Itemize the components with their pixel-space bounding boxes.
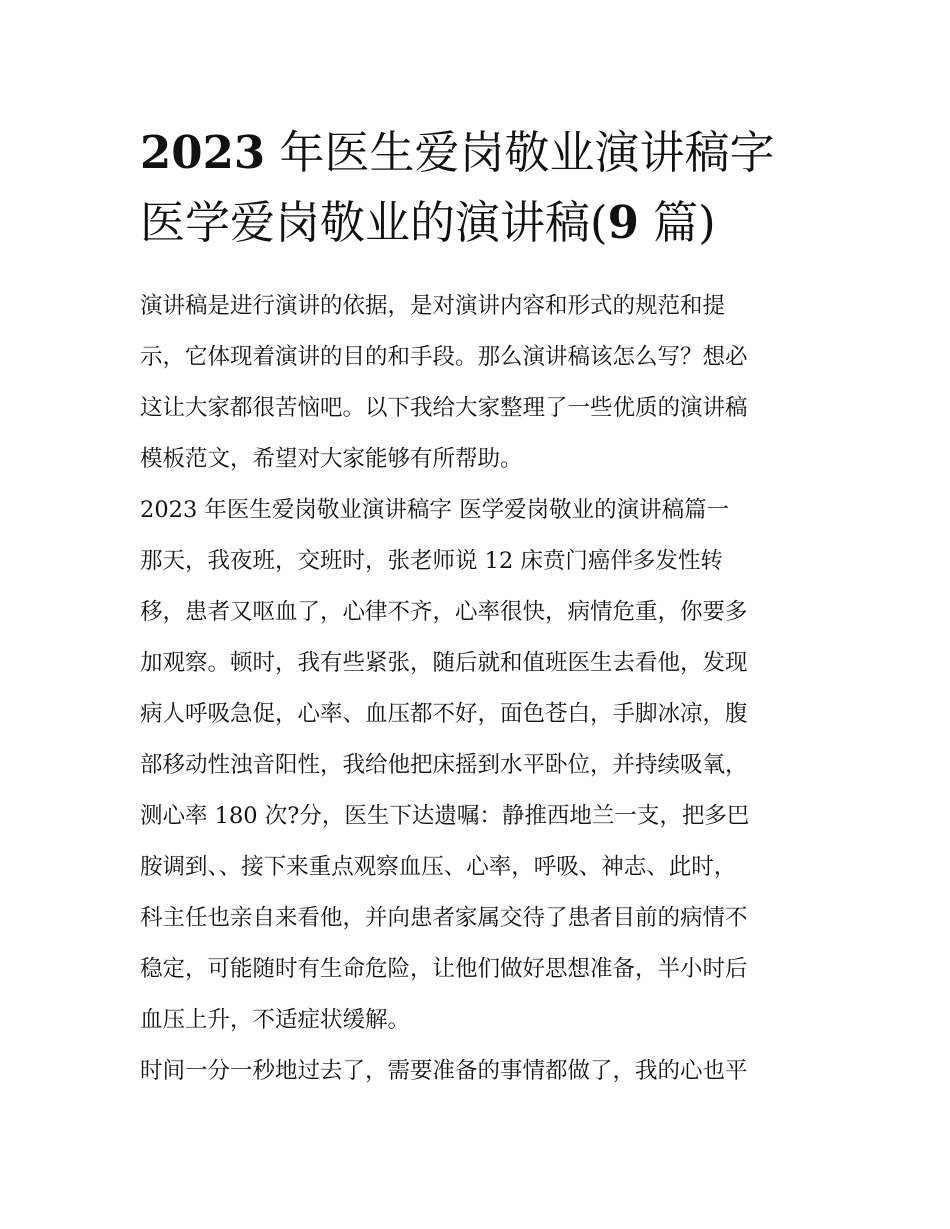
body-line-15: 血压上升，不适症状缓解。 <box>140 1007 411 1033</box>
body-line-8: 加观察。顿时，我有些紧张，随后就和值班医生去看他，发现 <box>140 650 748 676</box>
body-line-6: 那天，我夜班，交班时，张老师说 12 床贲门癌伴多发性转 <box>140 548 723 574</box>
title-line-2-start: 医学爱岗敬业的演讲稿( <box>140 196 608 249</box>
body-line-7: 移，患者又呕血了，心律不齐，心率很快，病情危重，你要多 <box>140 599 748 625</box>
title-line-2 <box>140 188 815 258</box>
section-heading: 2023 年医生爱岗敬业演讲稿字 医学爱岗敬业的演讲稿篇一 <box>140 497 730 523</box>
body-line-13: 科主任也亲自来看他，并向患者家属交待了患者目前的病情不 <box>140 905 748 931</box>
title-line-2-end: 篇) <box>638 196 716 249</box>
body-line-12: 胺调到、、接下来重点观察血压、心率，呼吸、神志、此时， <box>140 854 737 880</box>
title-line-1-text: 年医生爱岗敬业演讲稿字 <box>265 126 775 179</box>
document-content <box>140 118 815 1097</box>
body-line-4: 模板范文，希望对大家能够有所帮助。 <box>140 446 523 472</box>
body-line-9: 病人呼吸急促，心率、血压都不好，面色苍白，手脚冰凉，腹 <box>140 701 748 727</box>
document-title <box>140 118 815 258</box>
body-line-10: 部移动性浊音阳性，我给他把床摇到水平卧位，并持续吸氧， <box>140 752 748 778</box>
body-line-14: 稳定，可能随时有生命危险，让他们做好思想准备，半小时后 <box>140 956 748 982</box>
document-body <box>140 281 815 1097</box>
title-year: 2023 <box>140 126 266 179</box>
body-line-16: 时间一分一秒地过去了，需要准备的事情都做了，我的心也平 <box>140 1058 748 1084</box>
body-line-2: 示，它体现着演讲的目的和手段。那么演讲稿该怎么写？想必 <box>140 344 748 370</box>
body-line-3: 这让大家都很苦恼吧。以下我给大家整理了一些优质的演讲稿 <box>140 395 748 421</box>
body-line-1: 演讲稿是进行演讲的依据，是对演讲内容和形式的规范和提 <box>140 293 726 319</box>
body-line-11: 测心率 180 次?分，医生下达遗嘱：静推西地兰一支，把多巴 <box>140 803 750 829</box>
title-line-1 <box>140 118 815 188</box>
title-count: 9 <box>607 196 639 249</box>
